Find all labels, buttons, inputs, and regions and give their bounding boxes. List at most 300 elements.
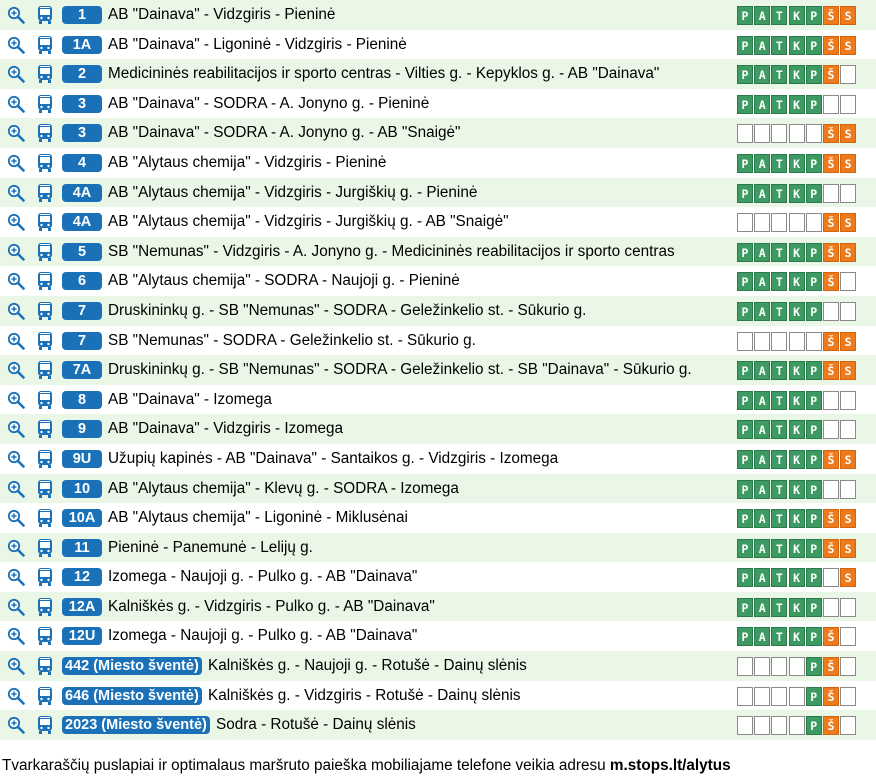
day-empty-box [840, 657, 856, 676]
day-empty-box [789, 716, 805, 735]
route-name-link[interactable]: AB "Dainava" - Vidzgiris - Izomega [108, 420, 344, 438]
route-row[interactable] [0, 355, 876, 385]
weekday-day-box: A [754, 302, 770, 321]
weekday-day-box: P [737, 450, 753, 469]
route-name-link[interactable]: Izomega - Naujoji g. - Pulko g. - AB "Dainava" [108, 627, 418, 645]
weekday-day-box: K [789, 509, 805, 528]
weekend-day-box: Š [823, 65, 839, 84]
operating-days [737, 361, 856, 380]
weekday-day-box: P [737, 568, 753, 587]
weekday-day-box: T [771, 539, 787, 558]
day-empty-box [771, 716, 787, 735]
weekday-day-box: P [806, 480, 822, 499]
weekday-day-box: K [789, 361, 805, 380]
day-empty-box [823, 598, 839, 617]
magnifier-plus-icon[interactable] [7, 65, 25, 83]
weekday-day-box: P [737, 65, 753, 84]
operating-days [737, 509, 856, 528]
route-row[interactable] [0, 414, 876, 444]
route-name-link[interactable]: AB "Alytaus chemija" - Ligoninė - Miklusėnai [108, 509, 408, 527]
day-empty-box [806, 213, 822, 232]
bus-icon [36, 479, 54, 499]
day-empty-box [840, 65, 856, 84]
weekday-day-box: K [789, 154, 805, 173]
weekday-day-box: A [754, 627, 770, 646]
route-number-badge[interactable]: 8 [62, 391, 102, 409]
weekend-day-box: Š [823, 36, 839, 55]
route-row[interactable] [0, 503, 876, 533]
weekday-day-box: P [737, 627, 753, 646]
operating-days [737, 184, 856, 203]
day-empty-box [754, 716, 770, 735]
operating-days [737, 450, 856, 469]
weekday-day-box: K [789, 539, 805, 558]
day-empty-box [840, 687, 856, 706]
weekend-day-box: S [840, 124, 856, 143]
weekday-day-box: A [754, 361, 770, 380]
operating-days [737, 657, 856, 676]
route-name-link[interactable]: AB "Alytaus chemija" - Vidzgiris - Jurgiškių g. - Pieninė [108, 183, 478, 201]
bus-icon [36, 567, 54, 587]
magnifier-plus-icon[interactable] [7, 420, 25, 438]
day-empty-box [823, 568, 839, 587]
day-empty-box [771, 332, 787, 351]
bus-icon [36, 360, 54, 380]
magnifier-plus-icon[interactable] [7, 213, 25, 231]
weekday-day-box: P [806, 391, 822, 410]
operating-days [737, 687, 856, 706]
weekday-day-box: P [806, 568, 822, 587]
route-row[interactable] [0, 621, 876, 651]
weekday-day-box: A [754, 598, 770, 617]
route-row[interactable] [0, 533, 876, 563]
bus-icon [36, 301, 54, 321]
route-row[interactable] [0, 296, 876, 326]
route-number-badge[interactable]: 2 [62, 65, 102, 83]
weekend-day-box: S [840, 154, 856, 173]
operating-days [737, 65, 856, 84]
weekend-day-box: S [840, 450, 856, 469]
weekday-day-box: K [789, 391, 805, 410]
weekend-day-box: Š [823, 243, 839, 262]
operating-days [737, 627, 856, 646]
weekday-day-box: K [789, 420, 805, 439]
weekday-day-box: P [737, 361, 753, 380]
operating-days [737, 36, 856, 55]
operating-days [737, 213, 856, 232]
weekend-day-box: Š [823, 450, 839, 469]
bus-icon [36, 94, 54, 114]
route-number-badge[interactable]: 11 [62, 539, 102, 557]
weekday-day-box: K [789, 627, 805, 646]
weekday-day-box: T [771, 598, 787, 617]
weekend-day-box: S [840, 361, 856, 380]
route-name-link[interactable]: AB "Dainava" - SODRA - A. Jonyno g. - Pieninė [108, 94, 430, 112]
weekday-day-box: A [754, 154, 770, 173]
weekday-day-box: A [754, 539, 770, 558]
day-empty-box [840, 95, 856, 114]
weekend-day-box: S [840, 36, 856, 55]
day-empty-box [823, 420, 839, 439]
route-row[interactable] [0, 385, 876, 415]
weekday-day-box: T [771, 627, 787, 646]
day-empty-box [806, 124, 822, 143]
route-number-badge[interactable]: 5 [62, 243, 102, 261]
weekday-day-box: A [754, 480, 770, 499]
route-name-link[interactable]: Sodra - Rotušė - Dainų slėnis [216, 716, 416, 734]
route-number-badge[interactable]: 442 (Miesto šventė) [62, 657, 202, 675]
route-row[interactable] [0, 326, 876, 356]
weekday-day-box: T [771, 420, 787, 439]
weekday-day-box: K [789, 302, 805, 321]
weekday-day-box: T [771, 302, 787, 321]
route-row[interactable] [0, 207, 876, 237]
weekday-day-box: P [806, 657, 822, 676]
operating-days [737, 539, 856, 558]
weekday-day-box: K [789, 243, 805, 262]
weekday-day-box: A [754, 184, 770, 203]
day-empty-box [737, 124, 753, 143]
bus-icon [36, 390, 54, 410]
route-name-link[interactable]: Pieninė - Panemunė - Lelijų g. [108, 538, 313, 556]
operating-days [737, 154, 856, 173]
route-name-link[interactable]: Medicininės reabilitacijos ir sporto centras - Vilties g. - Kepyklos g. - AB "Dainava" [108, 65, 660, 83]
weekday-day-box: K [789, 598, 805, 617]
day-empty-box [789, 124, 805, 143]
bus-icon [36, 35, 54, 55]
day-empty-box [840, 716, 856, 735]
magnifier-plus-icon[interactable] [7, 154, 25, 172]
weekend-day-box: S [840, 6, 856, 25]
weekday-day-box: P [806, 184, 822, 203]
day-empty-box [840, 627, 856, 646]
magnifier-plus-icon[interactable] [7, 272, 25, 290]
weekday-day-box: P [806, 687, 822, 706]
day-empty-box [754, 213, 770, 232]
day-empty-box [737, 213, 753, 232]
day-empty-box [840, 391, 856, 410]
weekday-day-box: A [754, 450, 770, 469]
day-empty-box [754, 332, 770, 351]
route-number-badge[interactable]: 7A [62, 361, 102, 379]
weekday-day-box: P [806, 243, 822, 262]
magnifier-plus-icon[interactable] [7, 302, 25, 320]
route-name-link[interactable]: Kalniškės g. - Vidzgiris - Pulko g. - AB "Dainava" [108, 597, 435, 615]
footer-note [2, 757, 731, 775]
bus-icon [36, 686, 54, 706]
weekday-day-box: K [789, 184, 805, 203]
route-number-badge[interactable]: 646 (Miesto šventė) [62, 687, 202, 705]
route-name-link[interactable]: AB "Alytaus chemija" - Vidzgiris - Pieninė [108, 153, 387, 171]
weekday-day-box: P [806, 509, 822, 528]
route-row[interactable] [0, 0, 876, 30]
route-row[interactable] [0, 148, 876, 178]
operating-days [737, 272, 856, 291]
weekend-day-box: Š [823, 716, 839, 735]
weekday-day-box: T [771, 509, 787, 528]
weekday-day-box: P [806, 36, 822, 55]
weekend-day-box: Š [823, 361, 839, 380]
magnifier-plus-icon[interactable] [7, 450, 25, 468]
operating-days [737, 568, 856, 587]
weekday-day-box: A [754, 6, 770, 25]
weekday-day-box: P [806, 627, 822, 646]
magnifier-plus-icon[interactable] [7, 361, 25, 379]
operating-days [737, 391, 856, 410]
weekday-day-box: K [789, 36, 805, 55]
weekday-day-box: A [754, 95, 770, 114]
route-row[interactable] [0, 562, 876, 592]
day-empty-box [754, 657, 770, 676]
weekend-day-box: Š [823, 154, 839, 173]
weekend-day-box: Š [823, 509, 839, 528]
weekday-day-box: K [789, 95, 805, 114]
operating-days [737, 480, 856, 499]
day-empty-box [771, 687, 787, 706]
weekday-day-box: T [771, 272, 787, 291]
route-number-badge[interactable]: 9U [62, 450, 102, 468]
weekday-day-box: P [737, 480, 753, 499]
route-row[interactable] [0, 266, 876, 296]
route-row[interactable] [0, 474, 876, 504]
weekday-day-box: P [806, 6, 822, 25]
bus-icon [36, 626, 54, 646]
route-row[interactable] [0, 30, 876, 60]
day-empty-box [737, 716, 753, 735]
route-number-badge[interactable]: 2023 (Miesto šventė) [62, 716, 210, 734]
weekday-day-box: P [737, 36, 753, 55]
route-number-badge[interactable]: 4A [62, 213, 102, 231]
weekday-day-box: T [771, 361, 787, 380]
route-number-badge[interactable]: 3 [62, 95, 102, 113]
route-row[interactable] [0, 592, 876, 622]
day-empty-box [754, 687, 770, 706]
weekday-day-box: A [754, 243, 770, 262]
day-empty-box [754, 124, 770, 143]
bus-icon [36, 656, 54, 676]
route-name-link[interactable]: AB "Dainava" - Ligoninė - Vidzgiris - Pieninė [108, 35, 407, 53]
route-number-badge[interactable]: 1A [62, 36, 102, 54]
magnifier-plus-icon[interactable] [7, 568, 25, 586]
weekday-day-box: P [806, 272, 822, 291]
weekday-day-box: A [754, 420, 770, 439]
operating-days [737, 6, 856, 25]
weekday-day-box: T [771, 391, 787, 410]
route-name-link[interactable]: AB "Alytaus chemija" - Vidzgiris - Jurgiškių g. - AB "Snaigė" [108, 213, 509, 231]
weekday-day-box: K [789, 65, 805, 84]
route-name-link[interactable]: Kalniškės g. - Vidzgiris - Rotušė - Dainų slėnis [208, 686, 521, 704]
operating-days [737, 124, 856, 143]
weekend-day-box: Š [823, 627, 839, 646]
weekday-day-box: T [771, 65, 787, 84]
weekday-day-box: T [771, 568, 787, 587]
magnifier-plus-icon[interactable] [7, 184, 25, 202]
weekday-day-box: P [737, 539, 753, 558]
magnifier-plus-icon[interactable] [7, 509, 25, 527]
magnifier-plus-icon[interactable] [7, 243, 25, 261]
route-row[interactable] [0, 237, 876, 267]
route-row[interactable] [0, 118, 876, 148]
route-number-badge[interactable]: 12A [62, 598, 102, 616]
magnifier-plus-icon[interactable] [7, 124, 25, 142]
day-empty-box [823, 302, 839, 321]
bus-icon [36, 271, 54, 291]
route-row[interactable] [0, 59, 876, 89]
bus-icon [36, 508, 54, 528]
magnifier-plus-icon[interactable] [7, 716, 25, 734]
weekend-day-box: S [840, 332, 856, 351]
magnifier-plus-icon[interactable] [7, 539, 25, 557]
route-row[interactable] [0, 710, 876, 740]
magnifier-plus-icon[interactable] [7, 598, 25, 616]
weekday-day-box: P [806, 420, 822, 439]
route-number-badge[interactable]: 12U [62, 627, 102, 645]
route-number-badge[interactable]: 4 [62, 154, 102, 172]
day-empty-box [823, 95, 839, 114]
operating-days [737, 302, 856, 321]
route-number-badge[interactable]: 1 [62, 6, 102, 24]
weekday-day-box: A [754, 36, 770, 55]
operating-days [737, 716, 856, 735]
weekday-day-box: T [771, 184, 787, 203]
day-empty-box [806, 332, 822, 351]
operating-days [737, 95, 856, 114]
day-empty-box [771, 657, 787, 676]
weekday-day-box: P [737, 302, 753, 321]
route-row[interactable] [0, 444, 876, 474]
route-row[interactable] [0, 89, 876, 119]
bus-icon [36, 538, 54, 558]
route-number-badge[interactable]: 10 [62, 480, 102, 498]
bus-icon [36, 123, 54, 143]
magnifier-plus-icon[interactable] [7, 36, 25, 54]
route-name-link[interactable]: AB "Dainava" - Vidzgiris - Pieninė [108, 6, 336, 23]
weekday-day-box: A [754, 391, 770, 410]
weekday-day-box: P [737, 391, 753, 410]
route-number-badge[interactable]: 7 [62, 332, 102, 350]
weekday-day-box: P [737, 598, 753, 617]
magnifier-plus-icon[interactable] [7, 95, 25, 113]
route-number-badge[interactable]: 10A [62, 509, 102, 527]
day-empty-box [823, 480, 839, 499]
weekend-day-box: Š [823, 539, 839, 558]
route-name-link[interactable]: AB "Dainava" - SODRA - A. Jonyno g. - AB "Snaigė" [108, 124, 461, 142]
route-number-badge[interactable]: 3 [62, 124, 102, 142]
day-empty-box [840, 272, 856, 291]
weekend-day-box: Š [823, 332, 839, 351]
route-number-badge[interactable]: 4A [62, 184, 102, 202]
bus-icon [36, 242, 54, 262]
route-number-badge[interactable]: 7 [62, 302, 102, 320]
weekday-day-box: A [754, 568, 770, 587]
route-name-link[interactable]: Druskininkų g. - SB "Nemunas" - SODRA - Geležinkelio st. - Sūkurio g. [108, 301, 587, 319]
route-name-link[interactable]: AB "Alytaus chemija" - Klevų g. - SODRA - Izomega [108, 479, 459, 497]
weekend-day-box: Š [823, 124, 839, 143]
route-number-badge[interactable]: 12 [62, 568, 102, 586]
bus-icon [36, 153, 54, 173]
day-empty-box [840, 302, 856, 321]
route-name-link[interactable]: Izomega - Naujoji g. - Pulko g. - AB "Dainava" [108, 568, 418, 586]
weekend-day-box: Š [823, 687, 839, 706]
weekday-day-box: P [737, 243, 753, 262]
route-name-link[interactable]: Kalniškės g. - Naujoji g. - Rotušė - Dainų slėnis [208, 657, 527, 675]
weekday-day-box: K [789, 272, 805, 291]
day-empty-box [771, 213, 787, 232]
mobile-site-link[interactable]: m.stops.lt/alytus [609, 757, 731, 774]
day-empty-box [840, 480, 856, 499]
route-name-link[interactable]: SB "Nemunas" - SODRA - Geležinkelio st. - Sūkurio g. [108, 331, 476, 349]
magnifier-plus-icon[interactable] [7, 657, 25, 675]
day-empty-box [789, 332, 805, 351]
bus-icon [36, 183, 54, 203]
weekday-day-box: A [754, 509, 770, 528]
operating-days [737, 243, 856, 262]
magnifier-plus-icon[interactable] [7, 627, 25, 645]
route-number-badge[interactable]: 9 [62, 420, 102, 438]
weekday-day-box: P [806, 65, 822, 84]
magnifier-plus-icon[interactable] [7, 332, 25, 350]
route-row[interactable] [0, 681, 876, 711]
weekday-day-box: T [771, 243, 787, 262]
weekday-day-box: P [737, 184, 753, 203]
day-empty-box [823, 391, 839, 410]
day-empty-box [823, 184, 839, 203]
weekday-day-box: P [806, 154, 822, 173]
footer-text: Tvarkaraščių puslapiai ir optimalaus maršruto paieška mobiliajame telefone veikia adresu [2, 757, 610, 774]
magnifier-plus-icon[interactable] [7, 6, 25, 24]
route-row[interactable] [0, 178, 876, 208]
magnifier-plus-icon[interactable] [7, 480, 25, 498]
weekend-day-box: Š [823, 6, 839, 25]
route-name-link[interactable]: AB "Alytaus chemija" - SODRA - Naujoji g. - Pieninė [108, 272, 460, 290]
route-name-link[interactable]: Užupių kapinės - AB "Dainava" - Santaikos g. - Vidzgiris - Izomega [108, 449, 559, 467]
bus-icon [36, 597, 54, 617]
operating-days [737, 598, 856, 617]
weekday-day-box: T [771, 6, 787, 25]
magnifier-plus-icon[interactable] [7, 391, 25, 409]
weekday-day-box: K [789, 450, 805, 469]
weekday-day-box: P [737, 95, 753, 114]
weekend-day-box: Š [823, 213, 839, 232]
weekday-day-box: T [771, 36, 787, 55]
route-number-badge[interactable]: 6 [62, 272, 102, 290]
weekend-day-box: Š [823, 272, 839, 291]
operating-days [737, 332, 856, 351]
weekday-day-box: P [737, 6, 753, 25]
weekday-day-box: P [737, 420, 753, 439]
weekday-day-box: P [806, 716, 822, 735]
route-name-link[interactable]: AB "Dainava" - Izomega [108, 390, 272, 408]
weekday-day-box: A [754, 272, 770, 291]
weekday-day-box: P [737, 509, 753, 528]
day-empty-box [840, 420, 856, 439]
bus-icon [36, 64, 54, 84]
route-name-link[interactable]: SB "Nemunas" - Vidzgiris - A. Jonyno g. - Medicininės reabilitacijos ir sporto centras [108, 242, 675, 260]
magnifier-plus-icon[interactable] [7, 687, 25, 705]
weekday-day-box: K [789, 568, 805, 587]
day-empty-box [771, 124, 787, 143]
weekend-day-box: S [840, 568, 856, 587]
weekend-day-box: S [840, 539, 856, 558]
bus-icon [36, 715, 54, 735]
weekday-day-box: T [771, 95, 787, 114]
weekday-day-box: P [737, 154, 753, 173]
route-row[interactable] [0, 651, 876, 681]
route-name-link[interactable]: Druskininkų g. - SB "Nemunas" - SODRA - Geležinkelio st. - SB "Dainava" - Sūkurio g. [108, 361, 692, 379]
weekend-day-box: S [840, 213, 856, 232]
day-empty-box [789, 213, 805, 232]
weekday-day-box: P [806, 598, 822, 617]
